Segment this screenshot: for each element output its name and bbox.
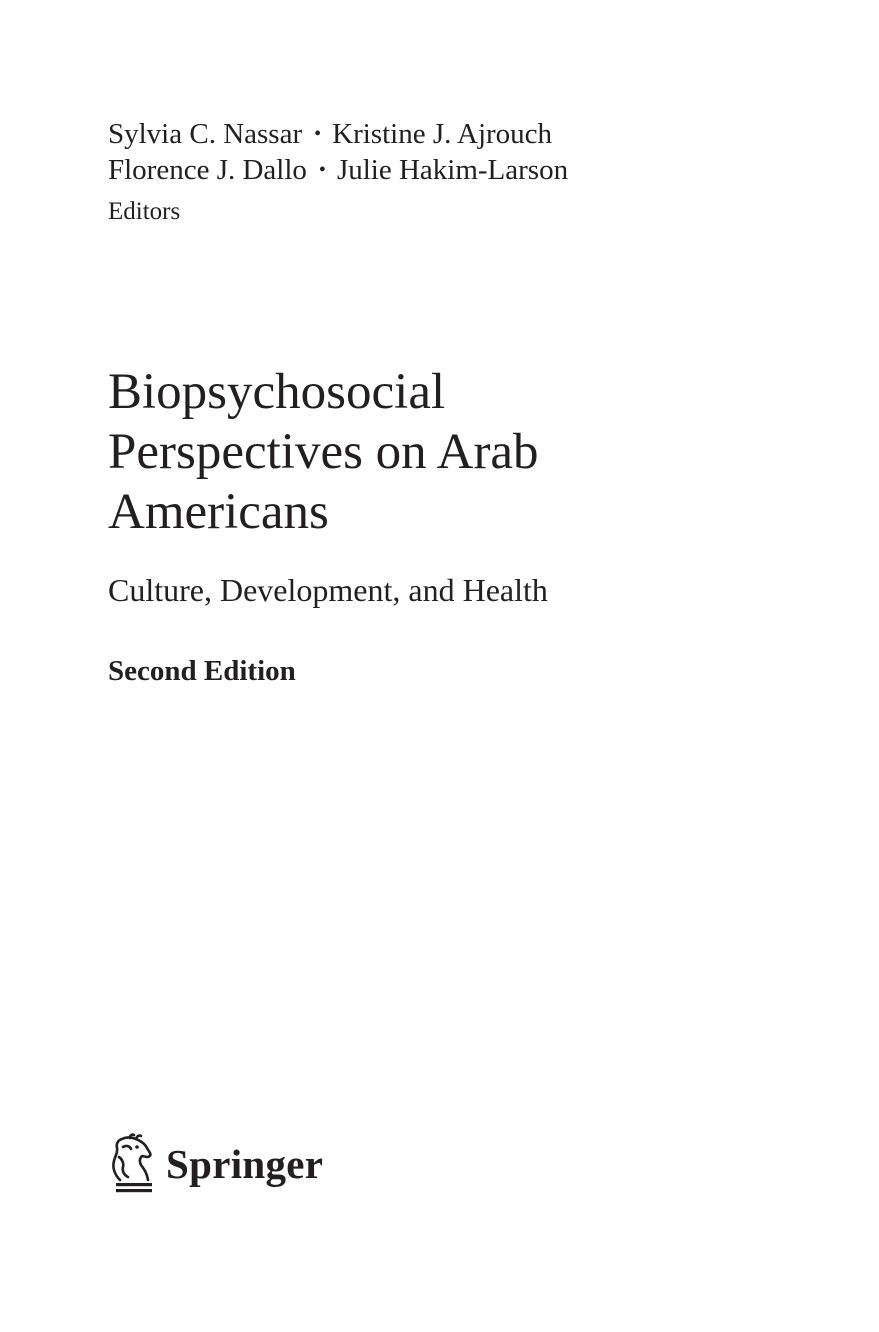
editors-label: Editors [108, 198, 181, 225]
edition-label: Second Edition [108, 655, 296, 687]
editor-name: Kristine J. Ajrouch [332, 118, 553, 150]
editors-line-2 [108, 152, 568, 188]
editors-block [108, 116, 568, 188]
editors-line-1 [108, 116, 568, 152]
editor-name: Sylvia C. Nassar [108, 118, 303, 150]
book-title-line: Americans [108, 484, 329, 540]
book-subtitle: Culture, Development, and Health [108, 572, 548, 608]
bullet-separator: • [314, 123, 322, 145]
book-title-line: Biopsychosocial [108, 364, 446, 420]
editor-name: Julie Hakim-Larson [336, 154, 569, 186]
publisher-imprint [106, 1132, 323, 1196]
book-title [108, 362, 539, 542]
book-title-line: Perspectives on Arab [108, 424, 539, 480]
springer-horse-logo-icon [106, 1133, 158, 1195]
editor-name: Florence J. Dallo [108, 154, 307, 186]
publisher-name: Springer [166, 1141, 324, 1187]
bullet-separator: • [318, 159, 326, 181]
